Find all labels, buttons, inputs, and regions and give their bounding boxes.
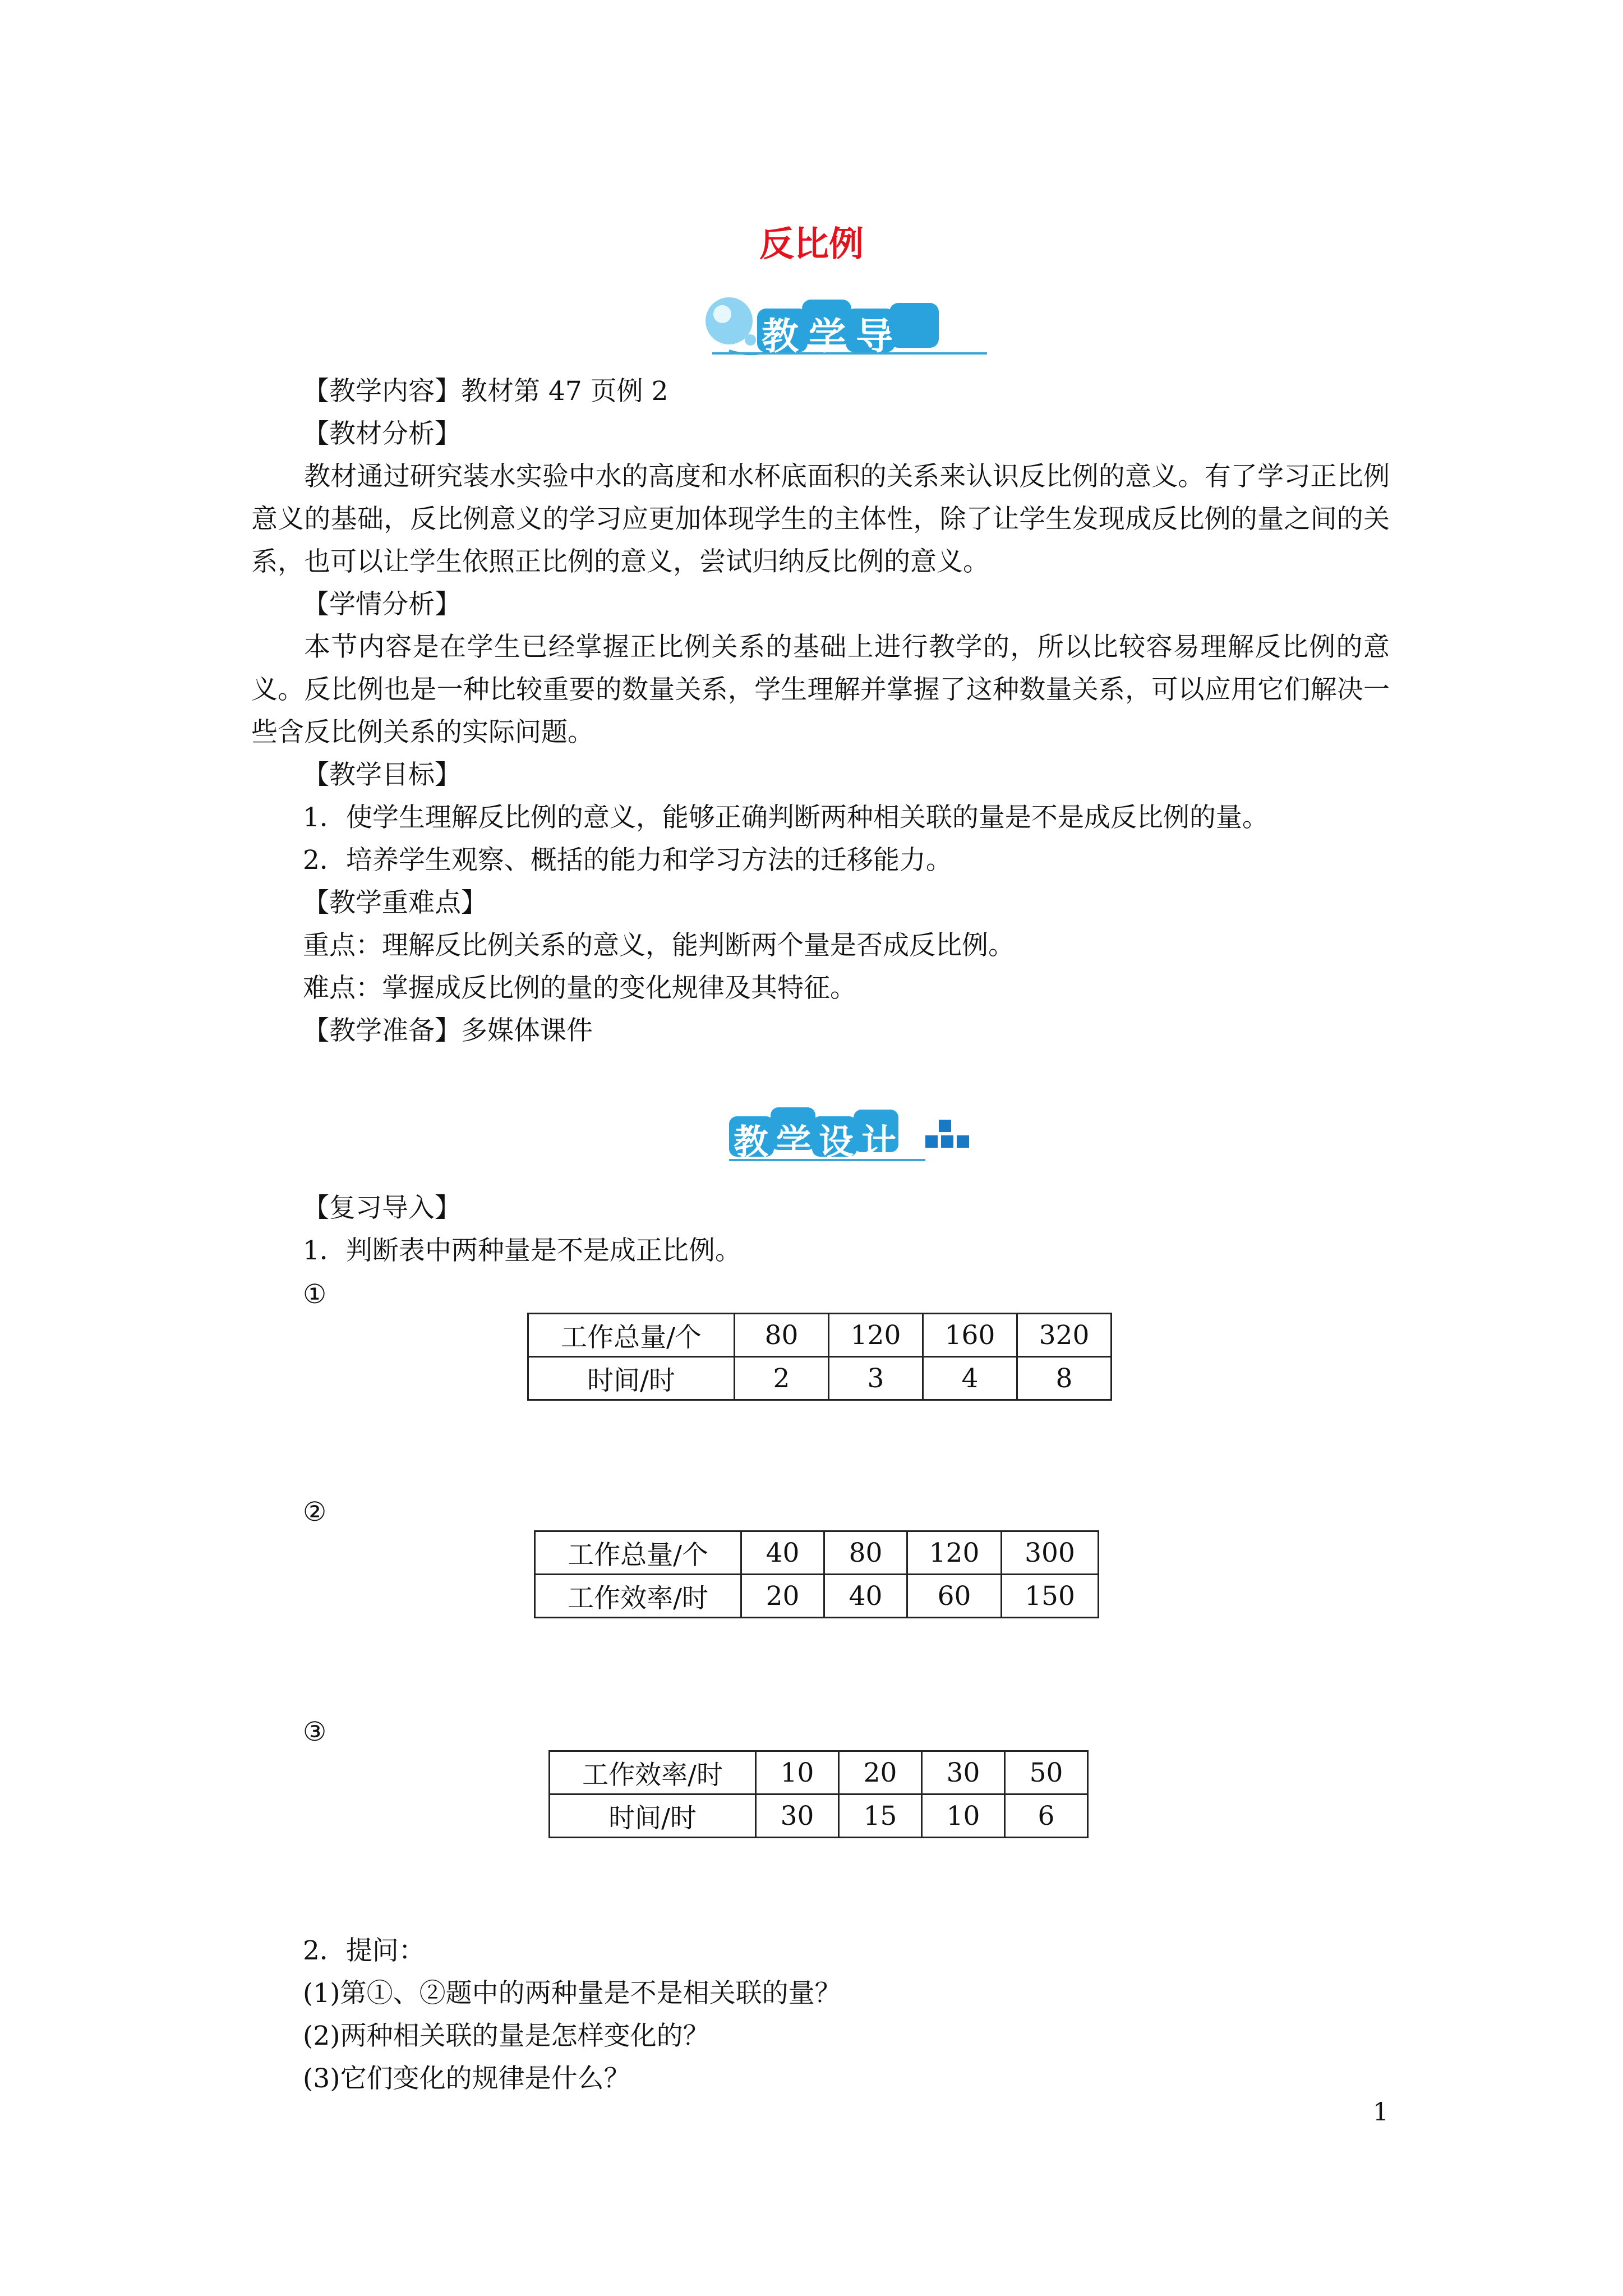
question-heading: 2．提问： — [303, 1935, 425, 1966]
table-cell: 20 — [741, 1575, 824, 1618]
banner-text: 教学导航 — [762, 315, 903, 411]
table-cell: 4 — [923, 1357, 1017, 1400]
table-cell: 60 — [907, 1575, 1002, 1618]
table-cell: 时间/时 — [528, 1357, 735, 1400]
table-cell: 40 — [741, 1531, 824, 1575]
table-row — [550, 1751, 1088, 1795]
table-row — [528, 1314, 1112, 1357]
page-number: 1 — [1373, 2098, 1389, 2127]
table-cell: 80 — [735, 1314, 829, 1357]
banner-teaching-navigation — [695, 292, 998, 411]
table-cell: 160 — [923, 1314, 1017, 1357]
section-key-heading: 【教学重难点】 — [303, 887, 487, 918]
table-cell: 150 — [1002, 1575, 1099, 1618]
key-point: 重点：理解反比例关系的意义，能判断两个量是否成反比例。 — [303, 930, 1015, 961]
table-cell: 6 — [1005, 1795, 1088, 1838]
table-cell: 20 — [839, 1751, 922, 1795]
question-item-2: (2)两种相关联的量是怎样变化的？ — [303, 2021, 709, 2051]
section-content: 【教学内容】教材第 47 页例 2 — [303, 376, 668, 407]
section-student-heading: 【学情分析】 — [303, 589, 461, 620]
section-review-heading: 【复习导入】 — [303, 1193, 461, 1223]
table-row — [535, 1531, 1099, 1575]
table-cell: 30 — [922, 1751, 1005, 1795]
table-cell: 工作效率/时 — [535, 1575, 741, 1618]
data-table-3 — [548, 1750, 1089, 1838]
table-cell: 3 — [829, 1357, 923, 1400]
table-cell: 10 — [756, 1751, 839, 1795]
table-cell: 时间/时 — [550, 1795, 756, 1838]
table-marker: ① — [303, 1279, 327, 1310]
goal-item-1: 1．使学生理解反比例的意义，能够正确判断两种相关联的量是不是成反比例的量。 — [303, 802, 1269, 833]
section-student-body: 本节内容是在学生已经掌握正比例关系的基础上进行教学的，所以比较容易理解反比例的意义。反比例也是一种比较重要的数量关系，学生理解并掌握了这种数量关系，可以应用它们解决一些含反比例关系的实际问题。 — [251, 632, 1390, 748]
data-table-1 — [527, 1313, 1112, 1401]
table-row — [550, 1795, 1088, 1838]
table-cell: 工作总量/个 — [535, 1531, 741, 1575]
section-material-heading: 【教材分析】 — [303, 418, 461, 449]
table-cell: 300 — [1002, 1531, 1099, 1575]
banner-text: 教学设计 — [734, 1121, 905, 1162]
section-preparation: 【教学准备】多媒体课件 — [303, 1015, 593, 1046]
table-cell: 15 — [839, 1795, 922, 1838]
question-item-3: (3)它们变化的规律是什么？ — [303, 2063, 630, 2094]
table-cell: 2 — [735, 1357, 829, 1400]
goal-item-2: 2．培养学生观察、概括的能力和学习方法的迁移能力。 — [303, 845, 952, 876]
table-cell: 工作效率/时 — [550, 1751, 756, 1795]
table-cell: 120 — [829, 1314, 923, 1357]
table-cell: 工作总量/个 — [528, 1314, 735, 1357]
table-marker: ② — [303, 1497, 327, 1527]
table-row — [535, 1575, 1099, 1618]
table-cell: 30 — [756, 1795, 839, 1838]
table-cell: 120 — [907, 1531, 1002, 1575]
review-item-1: 1．判断表中两种量是不是成正比例。 — [303, 1235, 741, 1266]
page-title: 反比例 — [759, 223, 864, 264]
table-cell: 50 — [1005, 1751, 1088, 1795]
table-cell: 10 — [922, 1795, 1005, 1838]
section-material-body: 教材通过研究装水实验中水的高度和水杯底面积的关系来认识反比例的意义。有了学习正比例意义的基础，反比例意义的学习应更加体现学生的主体性，除了让学生发现成反比例的量之间的关系，也可以让学生依照正比例的意义，尝试归纳反比例的意义。 — [251, 461, 1390, 577]
table-cell: 40 — [824, 1575, 907, 1618]
table-cell: 320 — [1017, 1314, 1112, 1357]
table-cell: 80 — [824, 1531, 907, 1575]
data-table-2 — [534, 1530, 1099, 1618]
difficult-point: 难点：掌握成反比例的量的变化规律及其特征。 — [303, 973, 856, 1004]
question-item-1: (1)第①、②题中的两种量是不是相关联的量？ — [303, 1978, 841, 2009]
table-row — [528, 1357, 1112, 1400]
table-marker: ③ — [303, 1717, 327, 1747]
table-cell: 8 — [1017, 1357, 1112, 1400]
banner-teaching-design — [723, 1099, 981, 1172]
section-goal-heading: 【教学目标】 — [303, 760, 461, 790]
